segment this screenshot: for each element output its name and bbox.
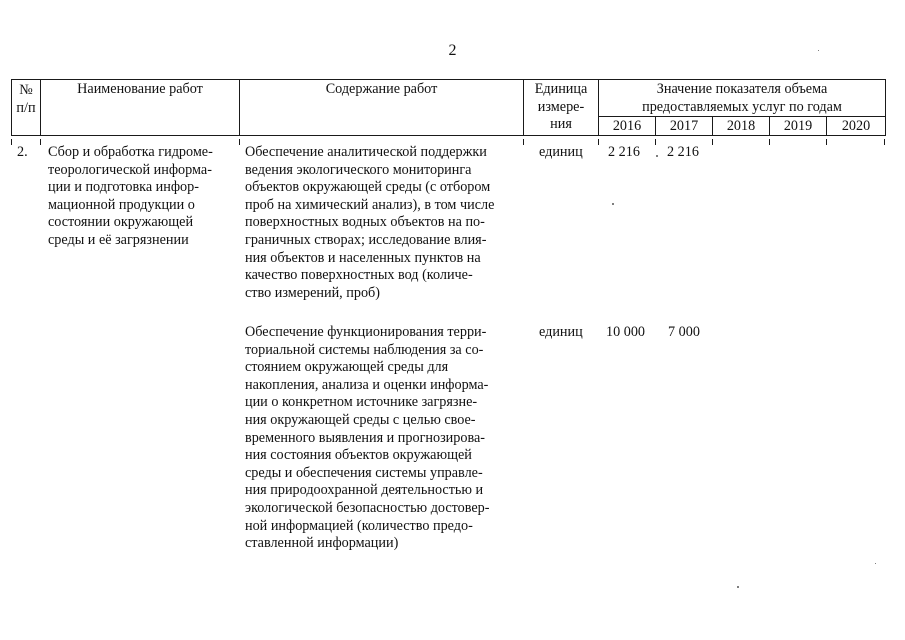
work-content-line: среды и обеспечения системы управле- [245, 464, 483, 481]
work-content-line: ния природоохранной деятельностью и [245, 482, 484, 499]
work-name-line: теорологической информа- [48, 161, 212, 178]
work-content-line: ведения экологического мониторинга [245, 161, 472, 178]
value-2017-2: 7 000 [668, 324, 700, 340]
year-2019: 2019 [770, 117, 827, 136]
work-content-line: объектов окружающей среды (с отбором [245, 179, 491, 196]
year-2016: 2016 [599, 117, 656, 136]
work-content-line: ния окружающей среды с целью свое- [245, 411, 476, 428]
work-content-line: ториальной системы наблюдения за со- [245, 341, 484, 358]
unit-2: единиц [539, 324, 583, 340]
column-rule [239, 139, 240, 145]
table-header [11, 79, 886, 136]
work-content-line: Обеспечение функционирования терри- [245, 324, 487, 340]
value-2016-2: 10 000 [606, 324, 646, 340]
scan-speck [612, 203, 614, 205]
value-2017-1: 2 216 [667, 144, 699, 160]
work-content-line: ния состояния объектов окружающей [245, 447, 472, 464]
work-content-line: ство измерений, проб) [245, 284, 380, 301]
scan-speck [818, 50, 819, 51]
column-rule [40, 139, 41, 145]
column-rule [11, 139, 12, 145]
work-content-line: проб на химический анализ), в том числе [245, 196, 495, 213]
work-content-line: временного выявления и прогнозирова- [245, 429, 485, 446]
work-name-line: состоянии окружающей [48, 214, 194, 231]
work-name-line: мационной продукции о [48, 196, 195, 213]
header-number-cell [12, 80, 41, 136]
header-number-label: № [19, 82, 33, 98]
scan-speck [737, 586, 739, 588]
page-number: 2 [448, 42, 457, 59]
column-rule [598, 139, 599, 145]
work-name-line: среды и её загрязнении [48, 231, 189, 248]
work-name [48, 144, 236, 250]
column-rule [826, 139, 827, 145]
year-2020: 2020 [827, 117, 886, 136]
header-unit-line-2: измере- [537, 98, 585, 115]
work-content-line: экологической безопасностью достовер- [245, 499, 490, 516]
work-content-line: Обеспечение аналитической поддержки [245, 144, 487, 160]
unit-1: единиц [539, 144, 583, 160]
header-value-line-2: предоставляемых услуг по годам [642, 98, 842, 115]
year-2018: 2018 [713, 117, 770, 136]
column-rule [884, 139, 885, 145]
work-content-line: стоянием окружающей среды для [245, 359, 449, 376]
work-content-line: накопления, анализа и оценки информа- [245, 376, 489, 393]
header-value-line-1: Значение показателя объема [656, 81, 828, 97]
column-rule [712, 139, 713, 145]
work-content-line: качество поверхностных вод (количе- [245, 267, 473, 284]
header-name-cell [41, 80, 240, 136]
year-2017: 2017 [656, 117, 713, 136]
work-content-line: граничных створах; исследование влия- [245, 231, 487, 248]
row-number: 2. [17, 144, 28, 160]
header-number-sublabel: п/п [16, 99, 36, 116]
header-unit-cell [524, 80, 599, 136]
work-content-line: ставленной информации) [245, 535, 399, 552]
work-content-line: ной информацией (количество предо- [245, 517, 473, 534]
column-rule [769, 139, 770, 145]
scan-speck [656, 155, 658, 157]
work-name-line: Сбор и обработка гидроме- [48, 144, 213, 160]
scan-speck [875, 563, 876, 564]
work-content-line: ния объектов и населенных пунктов на [245, 249, 481, 266]
header-unit-line-1: Единица [534, 81, 588, 97]
header-content-cell [240, 80, 524, 136]
header-unit-line-3: ния [550, 116, 572, 133]
column-rule [523, 139, 524, 145]
work-content-line: ции о конкретном источнике загрязне- [245, 394, 478, 411]
work-content-line: поверхностных водных объектов на по- [245, 214, 485, 231]
work-content-2 [245, 324, 519, 553]
value-2016-1: 2 216 [608, 144, 640, 160]
header-name-label: Наименование работ [77, 81, 203, 97]
work-content-1 [245, 144, 519, 302]
work-name-line: ции и подготовка инфор- [48, 179, 199, 196]
column-rule [655, 139, 656, 145]
header-value-group [599, 80, 886, 117]
header-content-label: Содержание работ [325, 81, 438, 97]
